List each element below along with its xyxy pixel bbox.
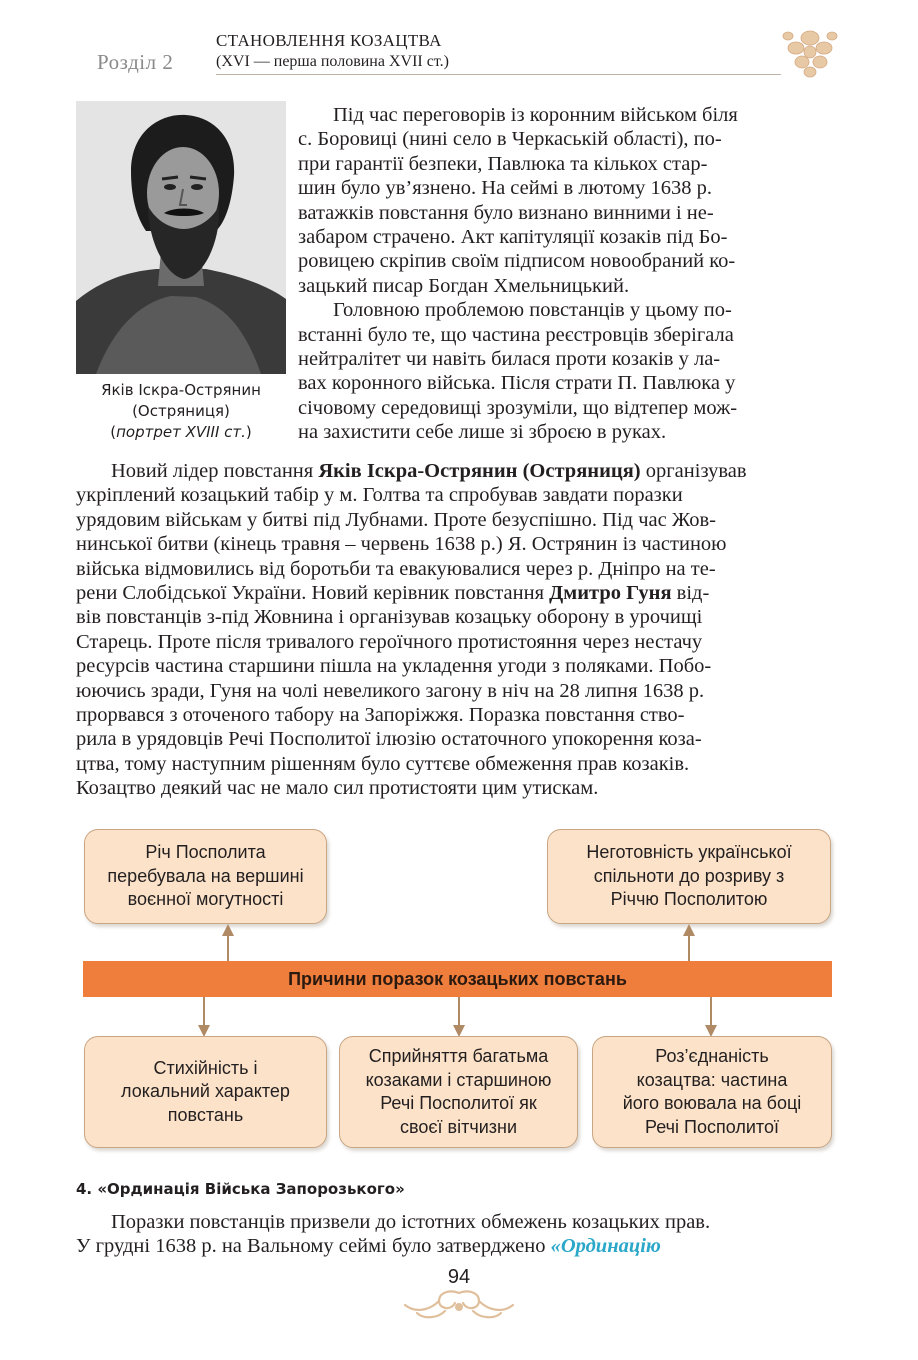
text-line: Новий лідер повстання Яків Іскра-Острянин (Остряниця) організував — [111, 460, 747, 482]
diagram-box-top-left: Річ Посполита перебувала на вершині воєнної могутності — [84, 829, 327, 924]
text-line: січовому середовищі зрозуміли, що відтепер мож- — [298, 396, 738, 419]
text-line: Козацтво деякий час не мало сил протистояти цим утискам. — [76, 777, 599, 800]
portrait-image — [76, 101, 286, 374]
portrait-caption — [76, 380, 286, 443]
diagram-box-top-right: Неготовність української спільноти до розриву з Річчю Посполитою — [547, 829, 831, 924]
text-line: ресурсів частина старшини пішла на укладення угоди з поляками. Побо- — [76, 655, 712, 678]
text-line: урядовим військам у битві під Лубнами. Проте безуспішно. Під час Жов- — [76, 508, 716, 531]
text-line: на захистити себе лише зі зброєю в руках. — [298, 421, 667, 444]
text-line: Під час переговорів із коронним військом біля — [333, 104, 738, 126]
caption-name: Яків Іскра-Острянин — [101, 381, 261, 399]
header-rule — [216, 74, 781, 75]
diagram-center-bar: Причини поразок козацьких повстань — [83, 961, 832, 997]
section4-paragraph — [76, 1210, 840, 1259]
diagram-box-bottom-left: Стихійність і локальний характер повстань — [84, 1036, 327, 1148]
text-line: забаром страчено. Акт капітуляції козаків під Бо- — [298, 226, 728, 249]
diagram-box-bottom-right: Роз’єднаність козацтва: частина його воювала на боці Речі Посполитої — [592, 1036, 832, 1148]
text-line: прорвався з оточеного табору на Запоріжжя. Поразка повстання ство- — [76, 704, 685, 727]
text-line: зацький писар Богдан Хмельницький. — [298, 274, 630, 297]
main-paragraph — [76, 459, 840, 801]
text-line: шин було ув’язнено. На сеймі в лютому 1638 р. — [298, 177, 712, 200]
name-hunia: Дмитро Гуня — [549, 582, 672, 605]
text-line: війська відмовились від боротьби та евакуювалися через р. Дніпро на те- — [76, 557, 716, 580]
section-label: Розділ 2 — [97, 50, 174, 74]
caption-alias: (Остряниця) — [132, 402, 230, 420]
arrow-up-icon — [681, 924, 697, 962]
arrow-down-icon — [703, 997, 719, 1037]
text-line: нейтралітет чи навіть билася проти козаків у ла- — [298, 348, 721, 371]
page-number: 94 — [447, 1266, 471, 1288]
section-heading: 4. «Ординація Війська Запорозького» — [76, 1180, 405, 1198]
ordination-link[interactable]: «Ординацію — [550, 1235, 661, 1258]
text-line: встанні було те, що частина реєстровців зберігала — [298, 323, 734, 346]
caption-note: (портрет XVIII ст.) — [110, 423, 252, 441]
text-line: с. Боровиці (нині село в Черкаській області), по- — [298, 128, 722, 151]
text-line: Головною проблемою повстанців у цьому по- — [333, 299, 732, 322]
text-line: ватажків повстання було визнано винними і не- — [298, 201, 714, 224]
text-line: укріплений козацький табір у м. Голтва та спробував завдати поразки — [76, 484, 683, 507]
diagram-box-bottom-middle: Сприйняття багатьма козаками і старшиною Речі Посполитої як своєї вітчизни — [339, 1036, 578, 1148]
text-line: Старець. Проте після тривалого героїчного протистояння через нестачу — [76, 630, 703, 653]
arrow-down-icon — [196, 997, 212, 1037]
header-subtitle: (XVI — перша половина XVII ст.) — [216, 53, 449, 70]
text-line: рила в урядовців Речі Посполитої ілюзію остаточного упокорення коза- — [76, 728, 702, 751]
text-line: нинської битви (кінець травня – червень 1638 р.) Я. Острянин із частиною — [76, 533, 727, 556]
text-line: Поразки повстанців призвели до істотних обмежень козацьких прав. — [111, 1211, 711, 1233]
text-line: при гарантії безпеки, Павлюка та кількох стар- — [298, 152, 708, 175]
arrow-up-icon — [220, 924, 236, 962]
arrow-down-icon — [451, 997, 467, 1037]
name-ostryanyn: Яків Іскра-Острянин (Остряниця) — [318, 460, 641, 482]
header-title: СТАНОВЛЕННЯ КОЗАЦТВА — [216, 31, 442, 50]
text-line: вів повстанців з-під Жовнина і організував козацьку оборону в урочищі — [76, 606, 703, 629]
text-line: У грудні 1638 р. на Вальному сеймі було затверджено «Ординацію — [76, 1235, 661, 1258]
footer-ornament-icon — [399, 1287, 519, 1321]
column-paragraphs — [298, 103, 840, 445]
text-line: рени Слобідської України. Новий керівник повстання Дмитро Гуня від- — [76, 582, 710, 605]
text-line: вах коронного війська. Після страти П. Павлюка у — [298, 372, 736, 395]
text-line: ровицею скріпив своїм підписом новообраний ко- — [298, 250, 736, 273]
text-line: юючись зради, Гуня на чолі невеликого загону в ніч на 28 липня 1638 р. — [76, 679, 705, 702]
text-line: цтва, тому наступним рішенням було суттєве обмеження прав козаків. — [76, 752, 690, 775]
floral-ornament-icon — [778, 24, 842, 80]
